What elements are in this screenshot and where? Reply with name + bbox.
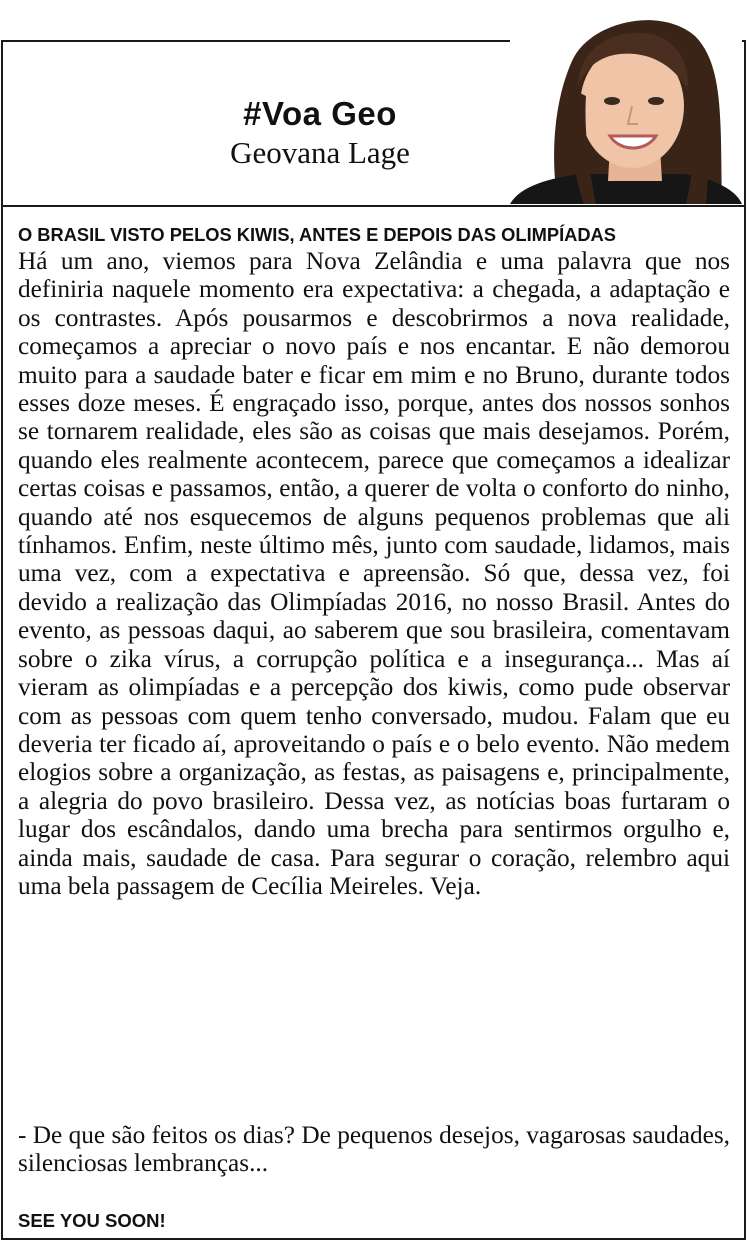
article-signoff: SEE YOU SOON! [18, 1210, 166, 1231]
article-body: Há um ano, viemos para Nova Zelândia e uma palavra que nos definiria naquele momento era expectativa: a chegada, a adaptação e os contrastes. Após pousarmos e descobrirmos a nova realidade, começamos a apreciar o novo país e nos encantar. E não demorou muito para a saudade bater e ficar em mim e no Bruno, durante todos esses doze meses. É engraçado isso, porque, antes dos nossos sonhos se tornarem realidade, eles são as coisas que mais desejamos. Porém, quando eles realmente acontecem, parece que começamos a idealizar certas coisas e passamos, então, a querer de volta o conforto do ninho, quando até nos esquecemos de alguns pequenos problemas que ali tínhamos. Enfim, neste último mês, junto com saudade, lidamos, mais uma vez, com a expectativa e apreensão. Só que, dessa vez, foi devido a realização das Olimpíadas 2016, no nosso Brasil. Antes do evento, as pessoas daqui, ao saberem que sou brasileira, comentavam sobre o zika vírus, a corrupção política e a insegurança... Mas aí vieram as olimpíadas e a percepção dos kiwis, como pude observar com as pessoas com quem tenho conversado, mudou. Falam que eu deveria ter ficado aí, aproveitando o país e o belo evento. Não medem elogios sobre a organização, as festas, as paisagens e, principalmente, a alegria do povo brasileiro. Dessa vez, as notícias boas furtaram o lugar dos escândalos, dando uma brecha para sentirmos orgulho e, ainda mais, saudade de casa. Para segurar o coração, relembro aqui uma bela passagem de Cecília Meireles. Veja. [18, 247, 730, 900]
author-photo [510, 6, 742, 204]
column-title: #Voa Geo [243, 95, 397, 132]
article-quote: - De que são feitos os dias? De pequenos desejos, vagarosas saudades, silenciosas lembranças... [18, 1121, 730, 1178]
author-name: Geovana Lage [230, 135, 410, 170]
header-divider [1, 205, 746, 207]
article-headline: O BRASIL VISTO PELOS KIWIS, ANTES E DEPOIS DAS OLIMPÍADAS [18, 224, 616, 245]
